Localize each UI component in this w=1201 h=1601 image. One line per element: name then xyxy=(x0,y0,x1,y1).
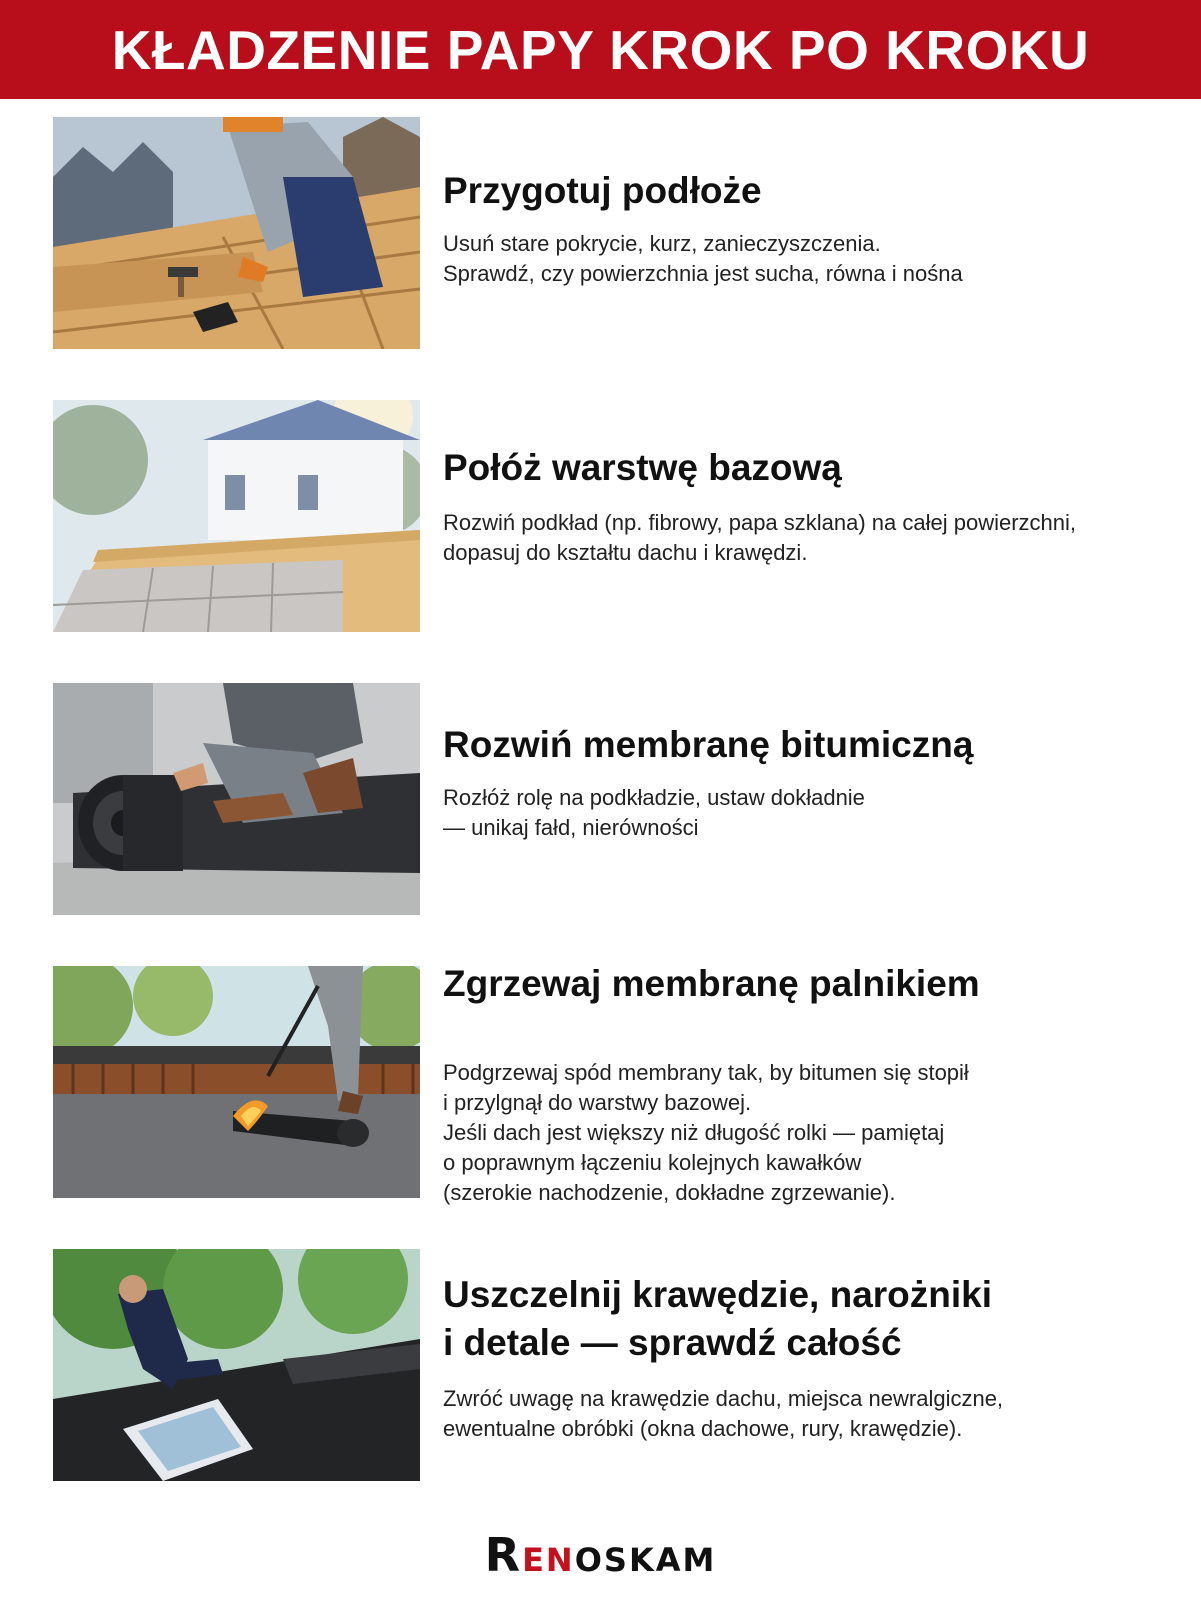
brand-logo xyxy=(0,1528,1201,1582)
step-4-desc-line: o poprawnym łączeniu kolejnych kawałków xyxy=(443,1150,862,1175)
step-4-title xyxy=(443,960,980,1008)
sealing-edges-illustration xyxy=(53,1249,420,1481)
step-4-description xyxy=(443,1058,969,1208)
step-1-desc-line: Usuń stare pokrycie, kurz, zanieczyszczenia. xyxy=(443,231,881,256)
step-1-illustration xyxy=(53,117,420,349)
step-2-description xyxy=(443,508,1076,568)
step-2-illustration xyxy=(53,400,420,632)
step-3-description xyxy=(443,783,865,843)
step-5-illustration xyxy=(53,1249,420,1481)
step-4-desc-line: Podgrzewaj spód membrany tak, by bitumen się stopił xyxy=(443,1060,969,1085)
page-title: KŁADZENIE PAPY KROK PO KROKU xyxy=(111,18,1090,81)
step-3-desc-line: — unikaj fałd, nierówności xyxy=(443,815,699,840)
step-2-desc-line: dopasuj do kształtu dachu i krawędzi. xyxy=(443,540,808,565)
step-1-description xyxy=(443,229,963,289)
step-3-desc-line: Rozłóż rolę na podkładzie, ustaw dokładnie xyxy=(443,785,865,810)
step-4-title-line: Zgrzewaj membranę palnikiem xyxy=(443,963,980,1004)
step-1-desc-line: Sprawdź, czy powierzchnia jest sucha, równa i nośna xyxy=(443,261,963,286)
step-5-title xyxy=(443,1271,992,1367)
step-4-desc-line: Jeśli dach jest większy niż długość rolki — pamiętaj xyxy=(443,1120,945,1145)
step-3-illustration xyxy=(53,683,420,915)
step-1-title-line: Przygotuj podłoże xyxy=(443,170,762,211)
logo-accent-letters: EN xyxy=(522,1541,575,1579)
torch-welding-illustration xyxy=(53,966,420,1198)
step-1 xyxy=(0,117,1201,349)
logo-initial: R xyxy=(484,1528,523,1582)
step-3-title xyxy=(443,721,973,769)
step-5-title-line: Uszczelnij krawędzie, narożniki xyxy=(443,1274,993,1315)
step-5-description xyxy=(443,1384,1003,1444)
logo-rest-letters: OSKAM xyxy=(574,1541,717,1579)
step-5-title-line: i detale — sprawdź całość xyxy=(443,1322,902,1363)
step-4-desc-line: i przylgnął do warstwy bazowej. xyxy=(443,1090,752,1115)
step-3 xyxy=(0,683,1201,915)
step-4 xyxy=(0,963,1201,1205)
step-2-desc-line: Rozwiń podkład (np. fibrowy, papa szklana) na całej powierzchni, xyxy=(443,510,1077,535)
step-4-desc-line: (szerokie nachodzenie, dokładne zgrzewanie). xyxy=(443,1180,896,1205)
step-5 xyxy=(0,1249,1201,1481)
step-5-desc-line: ewentualne obróbki (okna dachowe, rury, krawędzie). xyxy=(443,1416,963,1441)
step-2-title xyxy=(443,444,842,492)
step-4-illustration xyxy=(53,966,420,1198)
step-2 xyxy=(0,400,1201,632)
roofer-hammering-illustration xyxy=(53,117,420,349)
step-5-desc-line: Zwróć uwagę na krawędzie dachu, miejsca newralgiczne, xyxy=(443,1386,1004,1411)
membrane-roll-illustration xyxy=(53,683,420,915)
header-banner xyxy=(0,0,1201,99)
step-1-title xyxy=(443,167,762,215)
step-3-title-line: Rozwiń membranę bitumiczną xyxy=(443,724,974,765)
underlayment-illustration xyxy=(53,400,420,632)
brand-wordmark xyxy=(485,1528,717,1582)
step-2-title-line: Połóż warstwę bazową xyxy=(443,447,842,488)
